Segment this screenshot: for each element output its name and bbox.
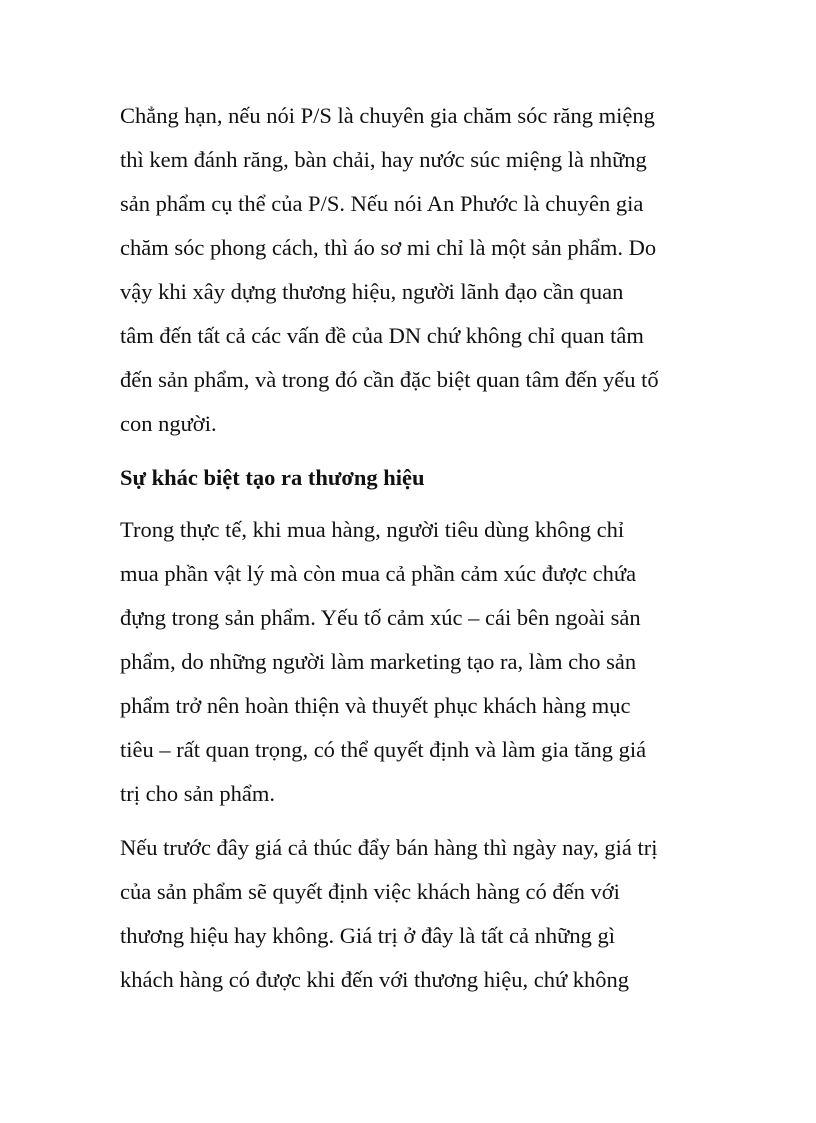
text-line: của sản phẩm sẽ quyết định việc khách hàng có đến với xyxy=(120,879,620,904)
text-line: khách hàng có được khi đến với thương hiệu, chứ không xyxy=(120,967,630,992)
section-heading xyxy=(120,456,720,500)
text-line: đến sản phẩm, và trong đó cần đặc biệt quan tâm đến yếu tố xyxy=(120,367,659,392)
text-line: chăm sóc phong cách, thì áo sơ mi chỉ là một sản phẩm. Do xyxy=(120,235,657,260)
heading-text: Sự khác biệt tạo ra thương hiệu xyxy=(120,465,425,490)
text-line: Nếu trước đây giá cả thúc đẩy bán hàng thì ngày nay, giá trị xyxy=(120,835,658,860)
text-line: thì kem đánh răng, bàn chải, hay nước súc miệng là những xyxy=(120,147,647,172)
text-line: tâm đến tất cả các vấn đề của DN chứ không chỉ quan tâm xyxy=(120,323,644,348)
text-line: vậy khi xây dựng thương hiệu, người lãnh đạo cần quan xyxy=(120,279,624,304)
paragraph-2 xyxy=(120,508,720,816)
text-line: mua phần vật lý mà còn mua cả phần cảm xúc được chứa xyxy=(120,561,637,586)
paragraph-1 xyxy=(120,94,720,446)
text-line: phẩm, do những người làm marketing tạo ra, làm cho sản xyxy=(120,649,637,674)
text-line: phẩm trở nên hoàn thiện và thuyết phục khách hàng mục xyxy=(120,693,631,718)
text-line: tiêu – rất quan trọng, có thể quyết định và làm gia tăng giá xyxy=(120,737,647,762)
text-line: sản phẩm cụ thể của P/S. Nếu nói An Phước là chuyên gia xyxy=(120,191,644,216)
text-line: trị cho sản phẩm. xyxy=(120,781,275,806)
paragraph-3 xyxy=(120,826,720,1002)
text-line: Trong thực tế, khi mua hàng, người tiêu dùng không chỉ xyxy=(120,517,625,542)
text-line: Chẳng hạn, nếu nói P/S là chuyên gia chăm sóc răng miệng xyxy=(120,103,655,128)
text-line: con người. xyxy=(120,411,217,436)
text-line: thương hiệu hay không. Giá trị ở đây là tất cả những gì xyxy=(120,923,615,948)
text-line: đựng trong sản phẩm. Yếu tố cảm xúc – cái bên ngoài sản xyxy=(120,605,641,630)
